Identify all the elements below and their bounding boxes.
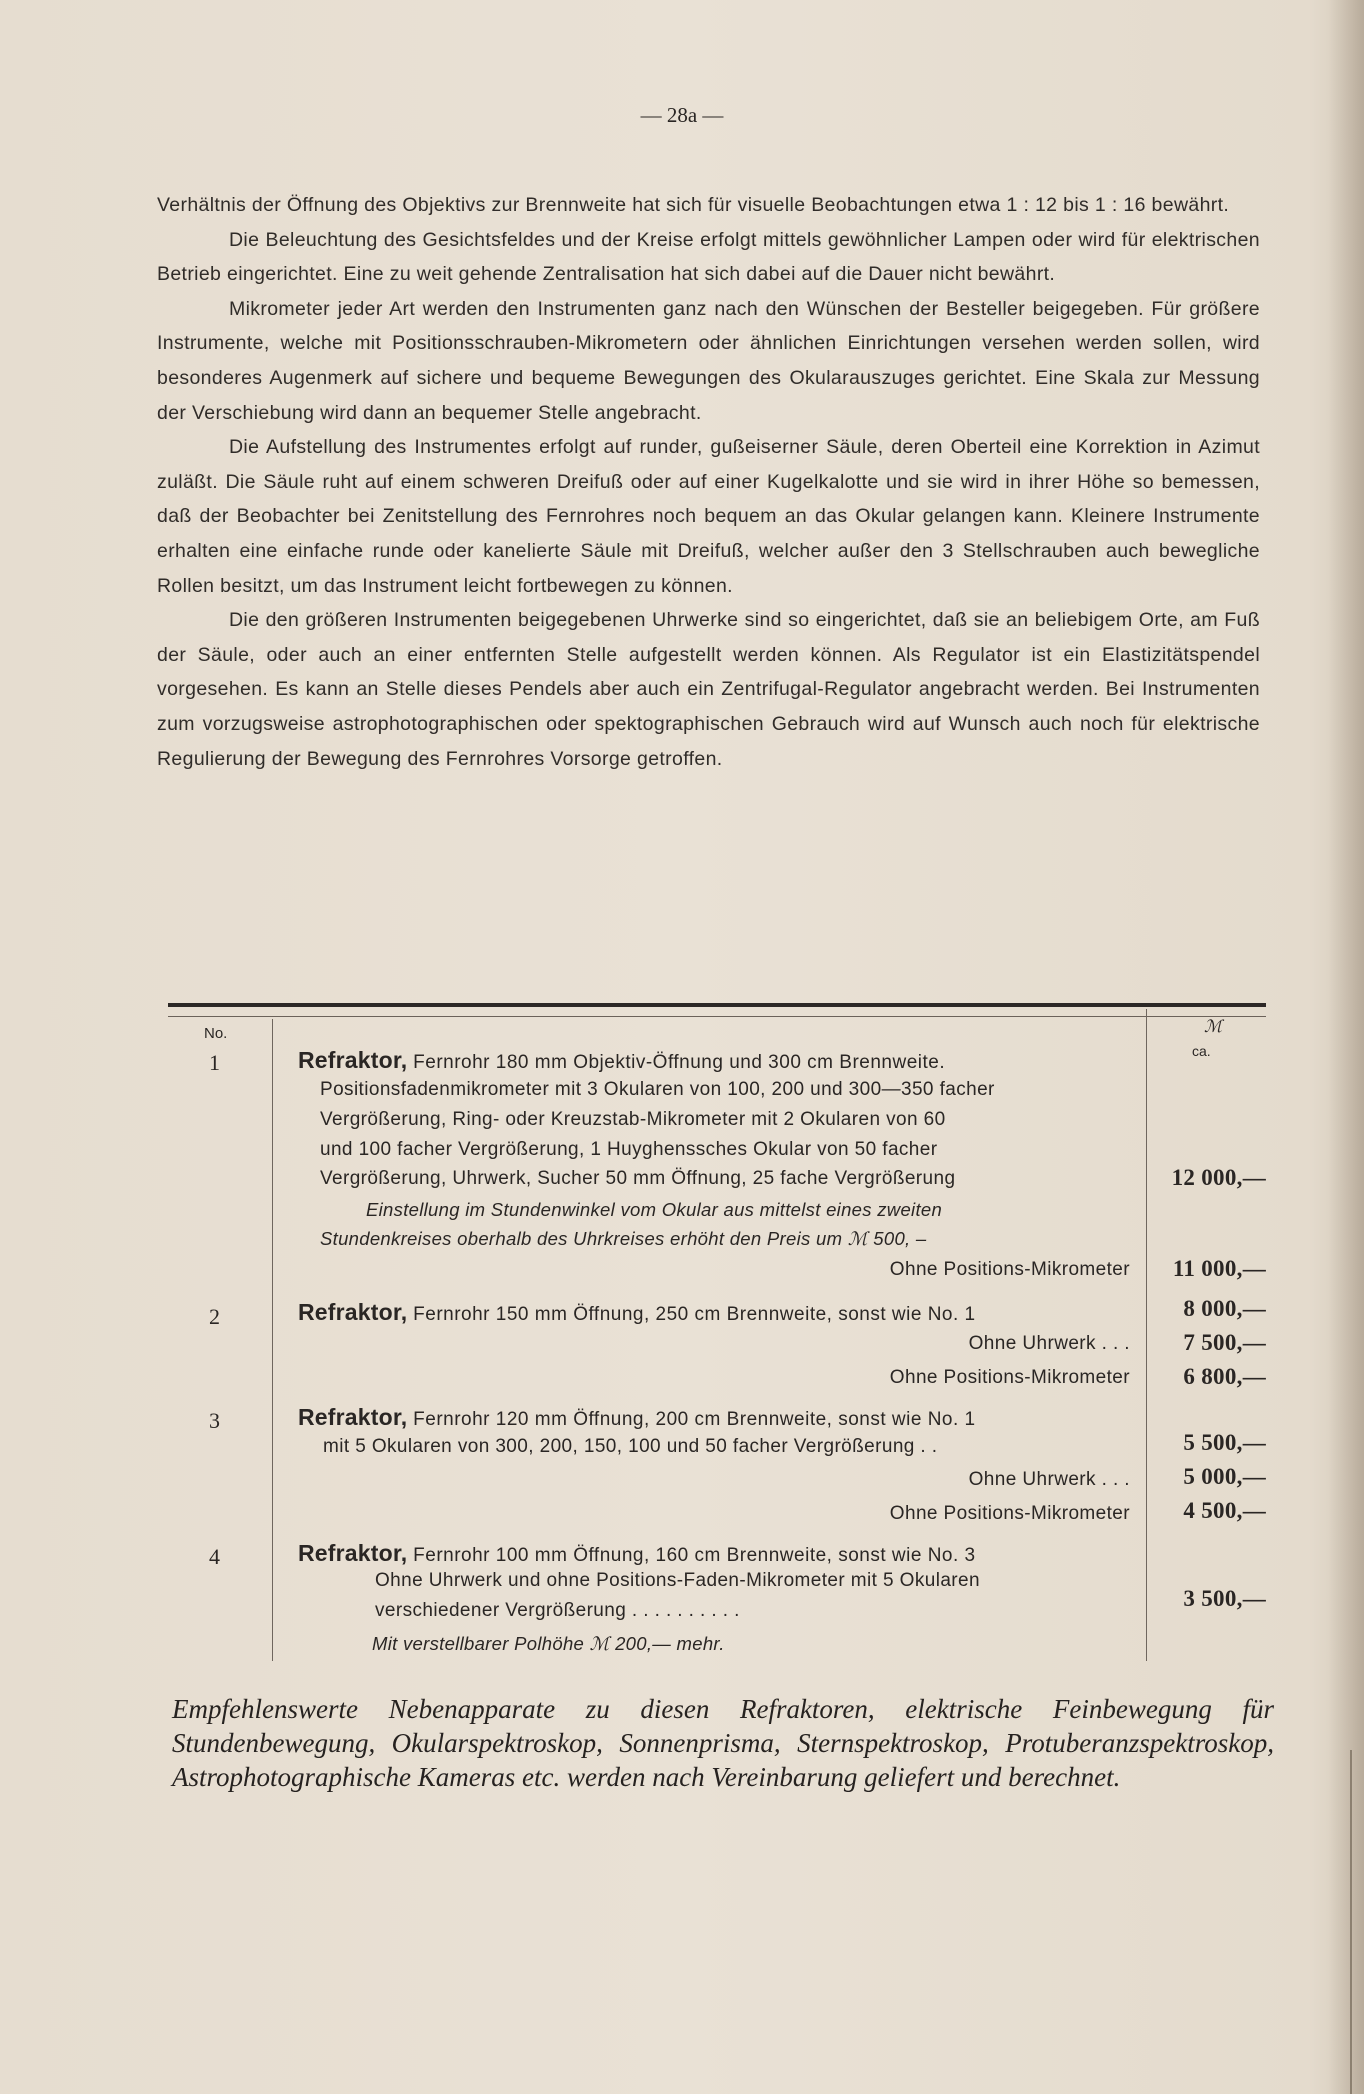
item-note-line: Einstellung im Stundenwinkel vom Okular aus mittelst eines zweiten (366, 1199, 943, 1220)
item-description-line: Positionsfadenmikrometer mit 3 Okularen von 100, 200 und 300—350 facher (320, 1079, 995, 1100)
header-number: No. (204, 1025, 228, 1042)
paragraph: Die Aufstellung des Instrumentes erfolgt auf runder, gußeiserner Säule, deren Oberteil eine Korrektion in Azimut zuläßt. Die Säule ruht auf einem schweren Dreifuß oder auf einer Kugelkalotte und sie wird in ihrer Höhe so bemessen, daß der Beobachter bei Zenitstellung des Fernrohres noch bequem an das Okular gelangen kann. Kleinere Instrumente erhalten eine einfache runde oder kanelierte Säule mit Dreifuß, welcher außer den 3 Stellschrauben auch bewegliche Rollen besitzt, um das Instrument leicht fortbewegen zu können. (157, 436, 1260, 597)
item-description-line: Vergrößerung, Uhrwerk, Sucher 50 mm Öffnung, 25 fache Vergrößerung (320, 1168, 956, 1189)
column-divider (272, 1019, 273, 1661)
item-number: 4 (209, 1544, 220, 1569)
item-description: Fernrohr 150 mm Öffnung, 250 cm Brennweite, sonst wie No. 1 (413, 1304, 976, 1325)
variant-price: 5 000,— (1183, 1464, 1266, 1489)
item-description-line: Ohne Uhrwerk und ohne Positions-Faden-Mikrometer mit 5 Okularen (375, 1570, 980, 1591)
item-price: 12 000,— (1171, 1165, 1266, 1190)
variant-price: 6 800,— (1183, 1364, 1266, 1389)
variant-label: Ohne Positions-Mikrometer (889, 1367, 1130, 1388)
table-top-rule (168, 1003, 1266, 1007)
item-heading (298, 1540, 976, 1567)
closing-text: Empfehlenswerte Nebenapparate zu diesen Refraktoren, elektrische Feinbewegung für Stundenbewegung, Okularspektroskop, Sonnenprisma, Sternspektroskop, Protuberanzspektroskop, Astrophotographische Kameras etc. werden nach Vereinbarung geliefert und berechnet. (172, 1694, 1274, 1792)
item-heading (298, 1299, 976, 1326)
item-description-line: und 100 facher Vergrößerung, 1 Huyghenssches Okular von 50 facher (320, 1139, 938, 1160)
item-title: Refraktor, (298, 1299, 408, 1325)
item-description: Fernrohr 100 mm Öffnung, 160 cm Brennweite, sonst wie No. 3 (413, 1545, 976, 1566)
paragraph: Die den größeren Instrumenten beigegebenen Uhrwerke sind so eingerichtet, daß sie an beliebigem Orte, am Fuß der Säule, oder auch an einer entfernten Stelle aufgestellt werden können. Als Regulator ist ein Elastizitätspendel vorgesehen. Es kann an Stelle dieses Pendels aber auch ein Zentrifugal-Regulator angebracht werden. Bei Instrumenten zum vorzugsweise astrophotographischen oder spektographischen Gebrauch wird auf Wunsch auch noch für elektrische Regulierung der Bewegung des Fernrohres Vorsorge getroffen. (157, 609, 1260, 770)
item-heading (298, 1404, 976, 1431)
item-title: Refraktor, (298, 1540, 408, 1566)
page-edge (1350, 1750, 1352, 2094)
item-number: 2 (209, 1304, 220, 1329)
variant-label: Ohne Uhrwerk . . . (968, 1333, 1130, 1354)
header-currency: ℳ (1204, 1017, 1223, 1036)
item-description: Fernrohr 120 mm Öffnung, 200 cm Brennweite, sonst wie No. 1 (413, 1409, 976, 1430)
variant-price: 4 500,— (1183, 1498, 1266, 1523)
price-table (168, 1003, 1266, 1663)
item-note-line: Stundenkreises oberhalb des Uhrkreises erhöht den Preis um ℳ 500, – (320, 1228, 927, 1249)
item-description-line: verschiedener Vergrößerung . . . . . . . . . . (375, 1600, 740, 1621)
paragraph: Mikrometer jeder Art werden den Instrumenten ganz nach den Wünschen der Besteller beigegeben. Für größere Instrumente, welche mit Positionsschrauben-Mikrometern oder ähnlichen Einrichtungen versehen werden sollen, wird besonderes Augenmerk auf sichere und bequeme Bewegungen des Okularauszuges gerichtet. Eine Skala zur Messung der Verschiebung wird dann an bequemer Stelle angebracht. (157, 297, 1260, 424)
item-description-line: mit 5 Okularen von 300, 200, 150, 100 und 50 facher Vergrößerung . . (323, 1436, 938, 1457)
item-title: Refraktor, (298, 1404, 408, 1430)
item-title: Refraktor, (298, 1047, 408, 1073)
item-number: 1 (209, 1050, 220, 1075)
paragraph: Die Beleuchtung des Gesichtsfeldes und der Kreise erfolgt mittels gewöhnlicher Lampen oder wird für elektrischen Betrieb eingerichtet. Eine zu weit gehende Zentralisation hat sich dabei auf die Dauer nicht bewährt. (157, 228, 1260, 286)
item-description-line: Vergrößerung, Ring- oder Kreuzstab-Mikrometer mit 2 Okularen von 60 (320, 1109, 946, 1130)
body-text (157, 188, 1260, 776)
closing-note (172, 1692, 1274, 1794)
variant-label: Ohne Uhrwerk . . . (968, 1469, 1130, 1490)
item-note: Mit verstellbarer Polhöhe ℳ 200,— mehr. (372, 1633, 725, 1654)
item-heading (298, 1047, 945, 1074)
item-number: 3 (209, 1408, 220, 1433)
variant-label: Ohne Positions-Mikrometer (889, 1259, 1130, 1280)
header-approx: ca. (1192, 1043, 1211, 1059)
page-number: — 28a — (640, 103, 724, 127)
item-price: 3 500,— (1183, 1586, 1266, 1611)
item-description: Fernrohr 180 mm Objektiv-Öffnung und 300 cm Brennweite. (413, 1052, 946, 1073)
variant-label: Ohne Positions-Mikrometer (889, 1503, 1130, 1524)
page-edge-shadow (1328, 0, 1364, 2094)
table-header-rule (168, 1016, 1266, 1017)
variant-price: 11 000,— (1172, 1256, 1266, 1281)
column-divider (1146, 1009, 1147, 1661)
variant-price: 7 500,— (1183, 1330, 1266, 1355)
paragraph: Verhältnis der Öffnung des Objektivs zur Brennweite hat sich für visuelle Beobachtungen etwa 1 : 12 bis 1 : 16 bewährt. (157, 194, 1230, 216)
item-price: 8 000,— (1183, 1296, 1266, 1321)
item-price: 5 500,— (1183, 1430, 1266, 1455)
